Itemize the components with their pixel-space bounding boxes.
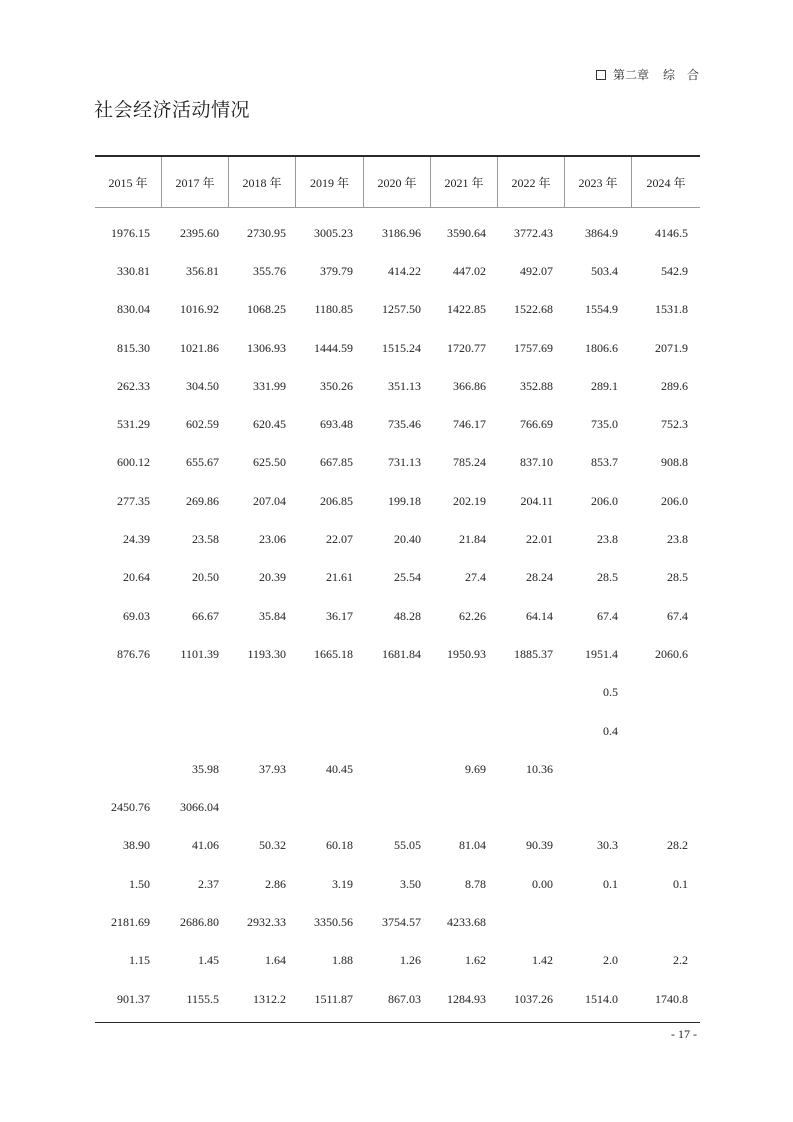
table-cell: 1806.6 — [585, 340, 618, 355]
table-cell: 0.4 — [603, 723, 618, 738]
table-cell: 1193.30 — [247, 646, 286, 661]
table-cell: 1.64 — [265, 953, 286, 968]
table-cell: 20.39 — [259, 570, 286, 585]
table-cell: 27.4 — [465, 570, 486, 585]
table-cell: 62.26 — [459, 608, 486, 623]
table-cell: 1444.59 — [314, 340, 353, 355]
table-cell: 531.29 — [117, 417, 150, 432]
table-cell: 752.3 — [661, 417, 688, 432]
table-cell: 379.79 — [320, 263, 353, 278]
table-row — [95, 405, 700, 443]
column-header: 2022 年 — [498, 157, 565, 207]
table-cell: 1284.93 — [447, 991, 486, 1006]
table-cell: 206.0 — [591, 493, 618, 508]
table-cell: 2.2 — [673, 953, 688, 968]
table-cell: 21.61 — [326, 570, 353, 585]
column-header: 2024 年 — [646, 175, 686, 190]
column-header: 2018 年 — [229, 157, 296, 207]
table-cell: 23.8 — [667, 532, 688, 547]
table-cell: 1950.93 — [447, 646, 486, 661]
column-header: 2019 年 — [296, 157, 364, 207]
table-cell: 1665.18 — [314, 646, 353, 661]
table-row — [95, 329, 700, 367]
table-cell: 262.33 — [117, 378, 150, 393]
table-cell: 1515.24 — [382, 340, 421, 355]
table-cell: 20.64 — [123, 570, 150, 585]
table-row — [95, 367, 700, 405]
table-cell: 1306.93 — [247, 340, 286, 355]
column-header: 2021 年 — [431, 157, 498, 207]
table-cell: 28.5 — [667, 570, 688, 585]
table-cell: 602.59 — [186, 417, 219, 432]
table-cell: 1720.77 — [447, 340, 486, 355]
table-cell: 269.86 — [186, 493, 219, 508]
table-cell: 60.18 — [326, 838, 353, 853]
table-cell: 1885.37 — [514, 646, 553, 661]
table-cell: 3186.96 — [382, 225, 421, 240]
table-cell: 837.10 — [520, 455, 553, 470]
table-row — [95, 674, 700, 712]
table-cell: 1068.25 — [247, 302, 286, 317]
table-cell: 277.35 — [117, 493, 150, 508]
table-cell: 830.04 — [117, 302, 150, 317]
table-cell: 24.39 — [123, 532, 150, 547]
column-header: 2023 年 — [565, 157, 632, 207]
table-cell: 3350.56 — [314, 914, 353, 929]
table-cell: 30.3 — [597, 838, 618, 853]
table-row — [95, 444, 700, 482]
table-cell: 352.88 — [520, 378, 553, 393]
column-header: 2020 年 — [364, 157, 431, 207]
table-cell: 355.76 — [253, 263, 286, 278]
table-cell: 2395.60 — [180, 225, 219, 240]
table-row — [95, 712, 700, 750]
chapter-number: 第二章 — [612, 68, 649, 82]
table-cell: 2071.9 — [655, 340, 688, 355]
table-cell: 3066.04 — [180, 800, 219, 815]
table-cell: 785.24 — [453, 455, 486, 470]
table-cell: 414.22 — [388, 263, 421, 278]
table-cell: 1522.68 — [514, 302, 553, 317]
table-cell: 1976.15 — [111, 225, 150, 240]
table-cell: 1422.85 — [447, 302, 486, 317]
table-cell: 2686.80 — [180, 914, 219, 929]
table-cell: 23.06 — [259, 532, 286, 547]
table-cell: 447.02 — [453, 263, 486, 278]
table-row — [95, 980, 700, 1018]
table-cell: 67.4 — [597, 608, 618, 623]
table-cell: 3.19 — [332, 876, 353, 891]
table-cell: 853.7 — [591, 455, 618, 470]
table-cell: 1257.50 — [382, 302, 421, 317]
table-cell: 1016.92 — [180, 302, 219, 317]
table-cell: 64.14 — [526, 608, 553, 623]
table-cell: 1.26 — [400, 953, 421, 968]
table-cell: 4146.5 — [655, 225, 688, 240]
table-cell: 3590.64 — [447, 225, 486, 240]
table-cell: 289.6 — [661, 378, 688, 393]
table-cell: 304.50 — [186, 378, 219, 393]
table-cell: 351.13 — [388, 378, 421, 393]
column-header: 2015 年 — [95, 157, 162, 207]
table-cell: 66.67 — [192, 608, 219, 623]
chapter-name: 综合 — [662, 68, 711, 82]
table-cell: 25.54 — [394, 570, 421, 585]
table-row — [95, 750, 700, 788]
page-title: 社会经济活动情况 — [94, 99, 251, 121]
table-cell: 901.37 — [117, 991, 150, 1006]
table-cell: 766.69 — [520, 417, 553, 432]
table-cell: 1312.2 — [253, 991, 286, 1006]
table-row — [95, 291, 700, 329]
table-cell: 2932.33 — [247, 914, 286, 929]
table-cell: 36.17 — [326, 608, 353, 623]
table-cell: 1.45 — [198, 953, 219, 968]
table-cell: 48.28 — [394, 608, 421, 623]
table-cell: 1.15 — [129, 953, 150, 968]
table-cell: 204.11 — [520, 493, 553, 508]
table-cell: 9.69 — [465, 761, 486, 776]
table-cell: 1.42 — [532, 953, 553, 968]
table-cell: 3754.57 — [382, 914, 421, 929]
table-cell: 206.0 — [661, 493, 688, 508]
table-cell: 4233.68 — [447, 914, 486, 929]
table-cell: 28.5 — [597, 570, 618, 585]
page-number: - 17 - — [671, 1027, 697, 1041]
table-cell: 23.8 — [597, 532, 618, 547]
table-cell: 206.85 — [320, 493, 353, 508]
table-row — [95, 865, 700, 903]
data-table — [95, 155, 700, 1018]
table-cell: 1101.39 — [180, 646, 219, 661]
table-cell: 50.32 — [259, 838, 286, 853]
table-cell: 69.03 — [123, 608, 150, 623]
table-row — [95, 520, 700, 558]
table-cell: 202.19 — [453, 493, 486, 508]
table-cell: 10.36 — [526, 761, 553, 776]
table-cell: 1155.5 — [186, 991, 219, 1006]
table-cell: 3772.43 — [514, 225, 553, 240]
table-cell: 81.04 — [459, 838, 486, 853]
table-cell: 67.4 — [667, 608, 688, 623]
table-cell: 1180.85 — [314, 302, 353, 317]
table-cell: 815.30 — [117, 340, 150, 355]
table-body — [95, 208, 700, 1018]
table-cell: 0.5 — [603, 685, 618, 700]
table-cell: 1681.84 — [382, 646, 421, 661]
table-cell: 90.39 — [526, 838, 553, 853]
table-cell: 35.98 — [192, 761, 219, 776]
table-cell: 876.76 — [117, 646, 150, 661]
table-cell: 2181.69 — [111, 914, 150, 929]
table-row — [95, 482, 700, 520]
table-row — [95, 597, 700, 635]
bottom-rule — [95, 1022, 700, 1023]
table-cell: 867.03 — [388, 991, 421, 1006]
table-cell: 2060.6 — [655, 646, 688, 661]
table-cell: 735.0 — [591, 417, 618, 432]
chapter-header — [596, 66, 711, 83]
table-cell: 41.06 — [192, 838, 219, 853]
table-cell: 0.1 — [603, 876, 618, 891]
table-cell: 366.86 — [453, 378, 486, 393]
table-cell: 22.07 — [326, 532, 353, 547]
table-cell: 746.17 — [453, 417, 486, 432]
table-cell: 28.24 — [526, 570, 553, 585]
table-cell: 625.50 — [253, 455, 286, 470]
table-row — [95, 252, 700, 290]
table-cell: 503.4 — [591, 263, 618, 278]
table-cell: 8.78 — [465, 876, 486, 891]
table-cell: 492.07 — [520, 263, 553, 278]
table-cell: 1740.8 — [655, 991, 688, 1006]
table-cell: 21.84 — [459, 532, 486, 547]
table-cell: 2730.95 — [247, 225, 286, 240]
table-cell: 289.1 — [591, 378, 618, 393]
table-cell: 735.46 — [388, 417, 421, 432]
table-cell: 1511.87 — [314, 991, 353, 1006]
table-cell: 207.04 — [253, 493, 286, 508]
table-cell: 38.90 — [123, 838, 150, 853]
table-cell: 0.1 — [673, 876, 688, 891]
checkbox-square-icon — [596, 70, 606, 80]
column-header: 2017 年 — [162, 157, 229, 207]
table-cell: 693.48 — [320, 417, 353, 432]
table-cell: 37.93 — [259, 761, 286, 776]
table-cell: 1554.9 — [585, 302, 618, 317]
table-cell: 40.45 — [326, 761, 353, 776]
table-cell: 330.81 — [117, 263, 150, 278]
table-cell: 23.58 — [192, 532, 219, 547]
table-cell: 28.2 — [667, 838, 688, 853]
table-cell: 620.45 — [253, 417, 286, 432]
table-cell: 22.01 — [526, 532, 553, 547]
table-cell: 1.62 — [465, 953, 486, 968]
table-header-row — [95, 155, 700, 208]
table-cell: 667.85 — [320, 455, 353, 470]
table-cell: 20.40 — [394, 532, 421, 547]
table-cell: 3.50 — [400, 876, 421, 891]
table-cell: 2.37 — [198, 876, 219, 891]
table-cell: 1514.0 — [585, 991, 618, 1006]
table-cell: 356.81 — [186, 263, 219, 278]
table-cell: 0.00 — [532, 876, 553, 891]
table-cell: 350.26 — [320, 378, 353, 393]
table-cell: 731.13 — [388, 455, 421, 470]
table-cell: 542.9 — [661, 263, 688, 278]
table-cell: 2.86 — [265, 876, 286, 891]
table-cell: 20.50 — [192, 570, 219, 585]
table-row — [95, 214, 700, 252]
table-cell: 1757.69 — [514, 340, 553, 355]
table-cell: 1.50 — [129, 876, 150, 891]
table-cell: 1037.26 — [514, 991, 553, 1006]
table-cell: 1531.8 — [655, 302, 688, 317]
table-row — [95, 559, 700, 597]
table-cell: 1021.86 — [180, 340, 219, 355]
table-cell: 331.99 — [253, 378, 286, 393]
table-cell: 3864.9 — [585, 225, 618, 240]
table-row — [95, 827, 700, 865]
table-cell: 2450.76 — [111, 800, 150, 815]
table-cell: 908.8 — [661, 455, 688, 470]
table-row — [95, 903, 700, 941]
table-cell: 35.84 — [259, 608, 286, 623]
table-cell: 1951.4 — [585, 646, 618, 661]
table-row — [95, 942, 700, 980]
table-cell: 199.18 — [388, 493, 421, 508]
table-cell: 55.05 — [394, 838, 421, 853]
table-row — [95, 635, 700, 673]
table-cell: 1.88 — [332, 953, 353, 968]
table-cell: 655.67 — [186, 455, 219, 470]
table-cell: 600.12 — [117, 455, 150, 470]
table-cell: 2.0 — [603, 953, 618, 968]
table-row — [95, 788, 700, 826]
table-cell: 3005.23 — [314, 225, 353, 240]
